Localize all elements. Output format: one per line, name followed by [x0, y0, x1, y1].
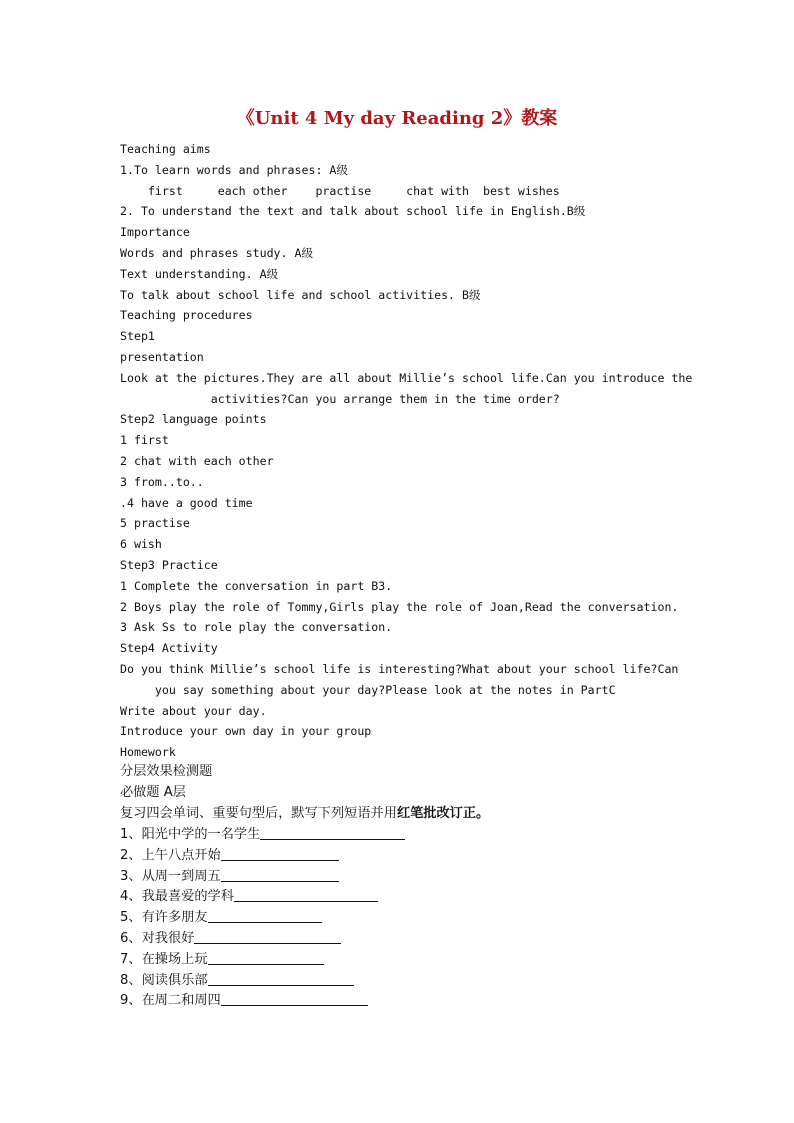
- lesson-line: activities?Can you arrange them in the time order?: [120, 391, 560, 406]
- exercise-prompt: 4、我最喜爱的学科: [120, 889, 234, 905]
- lesson-line: To talk about school life and school activities. B级: [120, 287, 481, 302]
- exercise-item: [120, 993, 368, 1009]
- lesson-line: Homework: [120, 745, 176, 760]
- answer-blank[interactable]: [234, 889, 378, 902]
- lesson-line: Teaching aims: [120, 142, 211, 156]
- exercise-prompt: 5、有许多朋友: [120, 910, 208, 926]
- lesson-line: Introduce your own day in your group: [120, 724, 372, 739]
- section-heading-tests: 分层效果检测题: [120, 764, 213, 779]
- instruction-text: 复习四会单词、重要句型后，默写下列短语并用: [120, 806, 397, 821]
- lesson-line: 1 first: [120, 433, 169, 448]
- exercise-item: [120, 973, 354, 989]
- exercise-prompt: 7、在操场上玩: [120, 951, 208, 967]
- answer-blank[interactable]: [260, 827, 405, 840]
- lesson-line: Words and phrases study. A级: [120, 246, 314, 260]
- instruction-emphasis: 红笔批改订正。: [396, 806, 490, 821]
- lesson-line: 2. To understand the text and talk about school life in English.B级: [120, 204, 586, 219]
- lesson-line: 1 Complete the conversation in part B3.: [120, 578, 393, 593]
- exercise-item: [120, 952, 324, 968]
- lesson-line: 3 Ask Ss to role play the conversation.: [120, 620, 393, 635]
- answer-blank[interactable]: [208, 952, 324, 965]
- lesson-line: Do you think Millie’s school life is interesting?What about your school life?Can: [120, 662, 679, 676]
- exercise-prompt: 1、阳光中学的一名学生: [120, 827, 261, 842]
- lesson-line: .4 have a good time: [120, 495, 253, 510]
- exercise-prompt: 2、上午八点开始: [120, 847, 221, 863]
- lesson-line: first each other practise chat with best wishes: [120, 183, 560, 198]
- section-subheading-level-a: 必做题 A层: [120, 785, 186, 800]
- answer-blank[interactable]: [221, 993, 368, 1006]
- lesson-line: you say something about your day?Please look at the notes in PartC: [120, 682, 616, 697]
- lesson-line: Step1: [120, 329, 155, 344]
- lesson-line: 5 practise: [120, 516, 190, 531]
- exercise-item: [120, 848, 339, 864]
- lesson-line: Step2 language points: [120, 412, 267, 427]
- exercise-item: [120, 910, 322, 926]
- answer-blank[interactable]: [208, 910, 322, 923]
- lesson-line: Importance: [120, 225, 190, 240]
- answer-blank[interactable]: [221, 848, 339, 861]
- answer-blank[interactable]: [208, 973, 354, 986]
- lesson-line: Write about your day.: [120, 703, 267, 718]
- answer-blank[interactable]: [194, 931, 341, 944]
- lesson-line: Step4 Activity: [120, 641, 218, 656]
- lesson-line: 2 Boys play the role of Tommy,Girls play the role of Joan,Read the conversation.: [120, 599, 679, 614]
- exercise-item: [120, 931, 341, 947]
- exercise-prompt: 6、对我很好: [120, 931, 195, 946]
- lesson-line: Step3 Practice: [120, 558, 218, 572]
- lesson-line: Look at the pictures.They are all about Millie’s school life.Can you introduce the: [120, 370, 693, 385]
- exercise-item: [120, 869, 339, 885]
- answer-blank[interactable]: [221, 869, 339, 882]
- exercise-item: [120, 889, 378, 905]
- lesson-line: Teaching procedures: [120, 308, 253, 323]
- document-title: 《Unit 4 My day Reading 2》教案: [236, 108, 558, 129]
- lesson-line: 1.To learn words and phrases: A级: [120, 162, 348, 177]
- lesson-line: 6 wish: [120, 537, 162, 552]
- lesson-line: 2 chat with each other: [120, 454, 274, 468]
- exercise-prompt: 3、从周一到周五: [120, 868, 221, 884]
- exercise-prompt: 8、阅读俱乐部: [120, 972, 208, 988]
- exercise-item: [120, 827, 405, 843]
- lesson-line: 3 from..to..: [120, 474, 204, 489]
- lesson-line: Text understanding. A级: [120, 266, 279, 281]
- exercise-instruction: [120, 806, 489, 822]
- exercise-prompt: 9、在周二和周四: [120, 993, 221, 1009]
- lesson-line: presentation: [120, 350, 204, 364]
